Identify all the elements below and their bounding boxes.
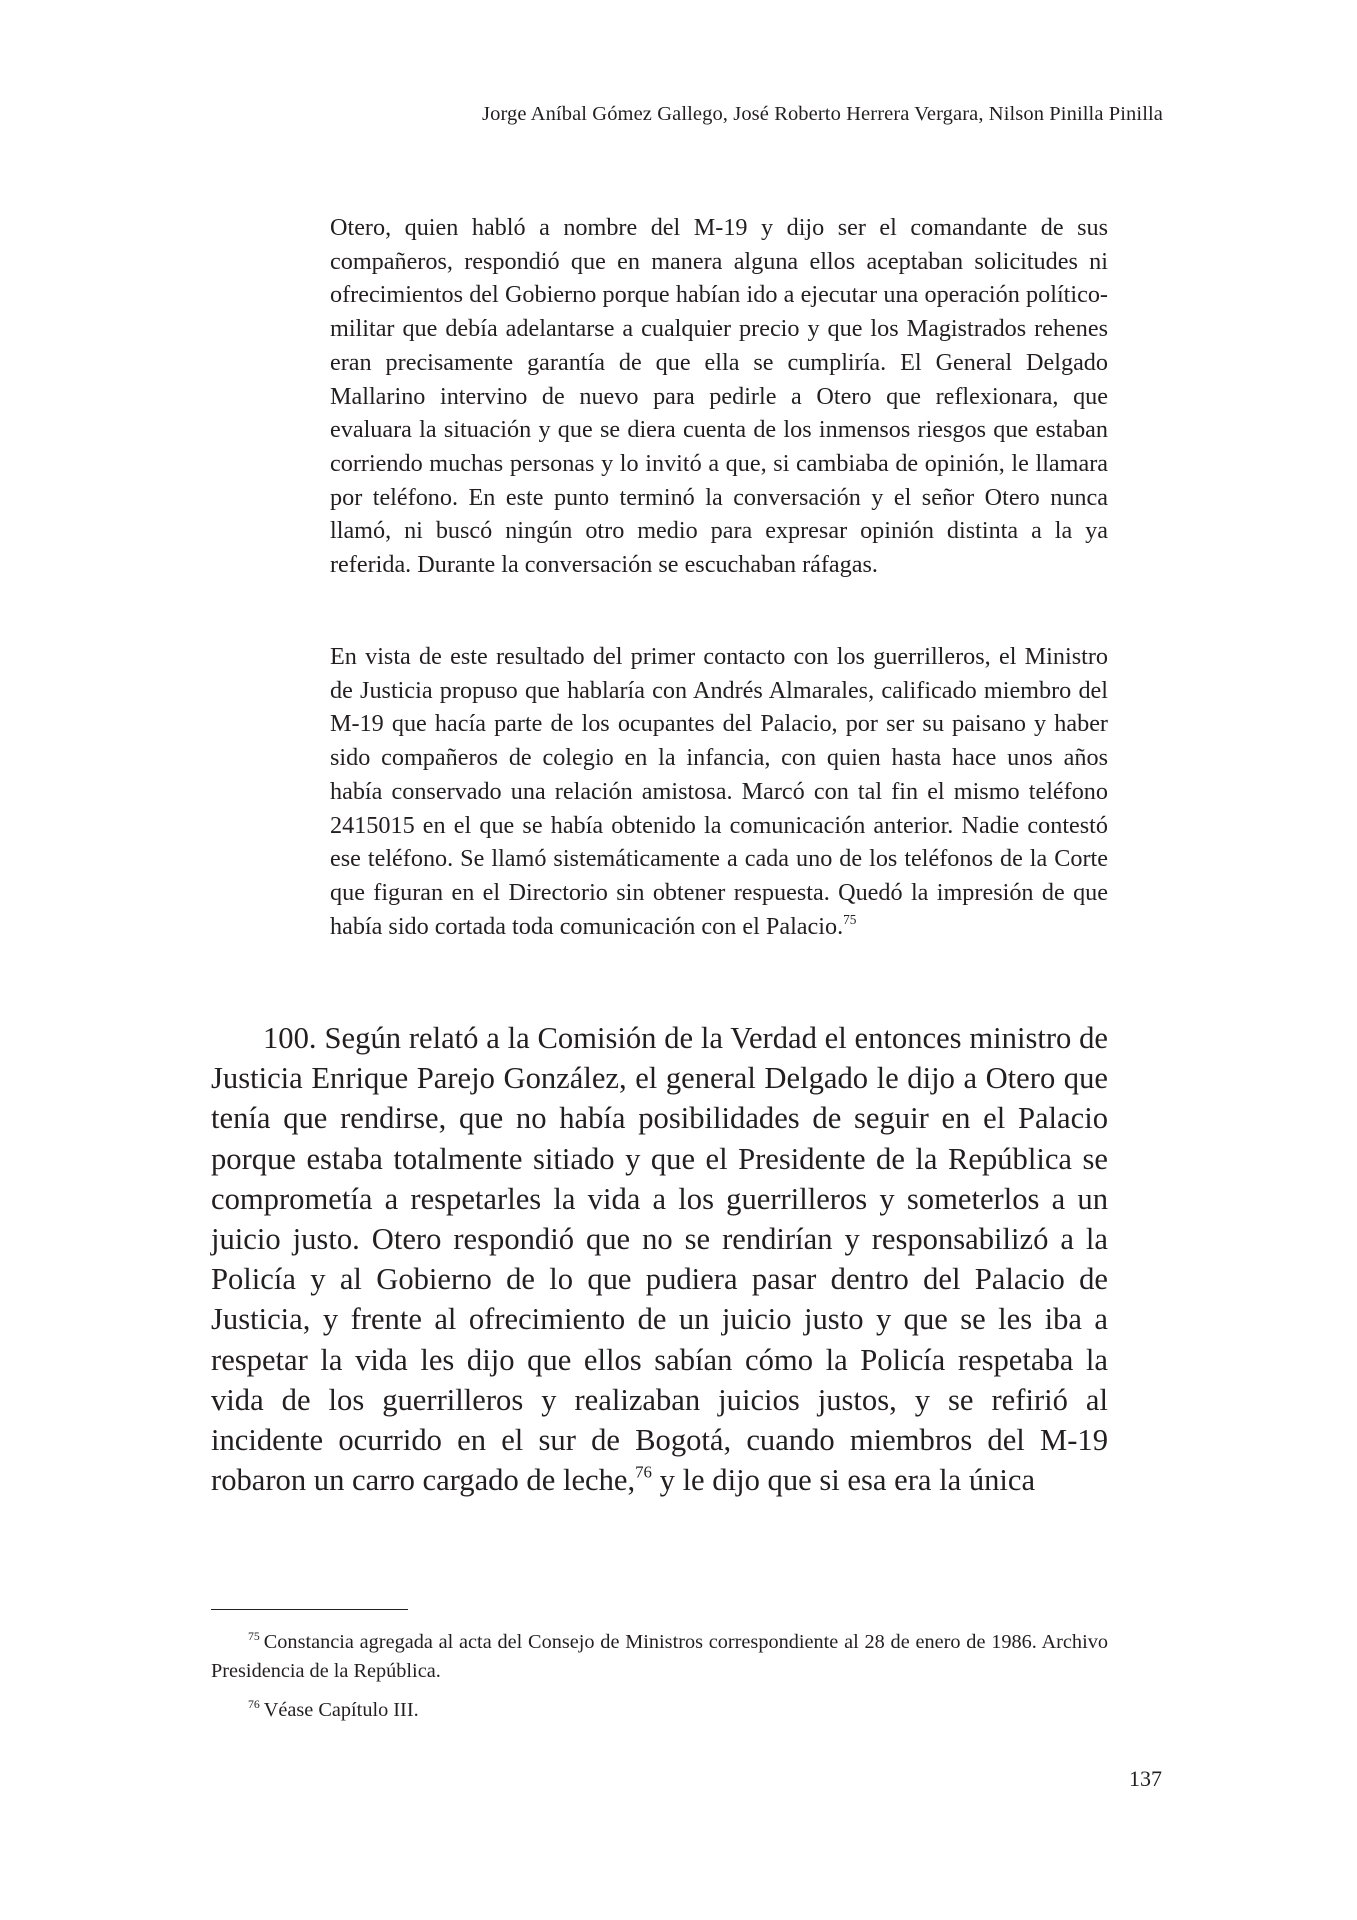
footnote-text: Constancia agregada al acta del Consejo de Ministros correspondiente al 28 de enero de 1986. Archivo Presidencia de la República. [211,1631,1108,1682]
paragraph-number: 100. [263,1021,317,1055]
footnote-number: 75 [248,1629,260,1643]
body-text: Según relató a la Comisión de la Verdad el entonces ministro de Justicia Enrique Parejo González, el general Delgado le dijo a Otero que tenía que rendirse, que no había posibilidades de seguir en el Palacio porque estaba totalmente sitiado y que el Presidente de la República se comprometía a respetarles la vida a los guerrilleros y someterlos a un juicio justo. Otero respondió que no se rendirían y responsabilizó a la Policía y al Gobierno de lo que pudiera pasar dentro del Palacio de Justicia, y frente al ofrecimiento de un juicio justo y que se les iba a respetar la vida les dijo que ellos sabían cómo la Policía respetaba la vida de los guerrilleros y realizaban juicios justos, y se refirió al incidente ocurrido en el sur de Bogotá, cuando miembros del M-19 robaron un carro cargado de leche, [211,1021,1108,1498]
footnote-reference[interactable]: 76 [635,1462,652,1482]
footnote [211,1628,1108,1685]
body-text: y le dijo que si esa era la única [651,1463,1036,1498]
page-number: 137 [1129,1766,1162,1791]
body-paragraph [211,1018,1108,1500]
block-quote-paragraph: Otero, quien habló a nombre del M-19 y dijo ser el comandante de sus compañeros, respondió que en manera alguna ellos aceptaban solicitudes ni ofrecimientos del Gobierno porque habían ido a ejecutar una operación político-militar que debía adelantarse a cualquier precio y que los Magistrados rehenes eran precisamente garantía de que ella se cumpliría. El General Delgado Mallarino intervino de nuevo para pedirle a Otero que reflexionara, que evaluara la situación y que se diera cuenta de los inmensos riesgos que estaban corriendo muchas personas y lo invitó a que, si cambiaba de opinión, le llamara por teléfono. En este punto terminó la conversación y el señor Otero nunca llamó, ni buscó ningún otro medio para expresar opinión distinta a la ya referida. Durante la conversación se escuchaban ráfagas. [330,214,1108,579]
footnote-reference[interactable]: 75 [843,911,857,927]
block-quote-paragraph [330,640,1108,943]
footnote-number: 76 [248,1697,260,1711]
footnote [211,1696,1108,1725]
footnote-text: Véase Capítulo III. [263,1699,419,1721]
block-quote-text: En vista de este resultado del primer contacto con los guerrilleros, el Ministro de Justicia propuso que hablaría con Andrés Almarales, calificado miembro del M-19 que hacía parte de los ocupantes del Palacio, por ser su paisano y haber sido compañeros de colegio en la infancia, con quien hasta hace unos años había conservado una relación amistosa. Marcó con tal fin el mismo teléfono 2415015 en el que se había obtenido la comunicación anterior. Nadie contestó ese teléfono. Se llamó sistemáticamente a cada uno de los teléfonos de la Corte que figuran en el Directorio sin obtener respuesta. Quedó la impresión de que había sido cortada toda comunicación con el Palacio. [330,643,1108,940]
footnote-separator [211,1609,408,1610]
running-head: Jorge Aníbal Gómez Gallego, José Roberto Herrera Vergara, Nilson Pinilla Pinilla [482,103,1163,125]
